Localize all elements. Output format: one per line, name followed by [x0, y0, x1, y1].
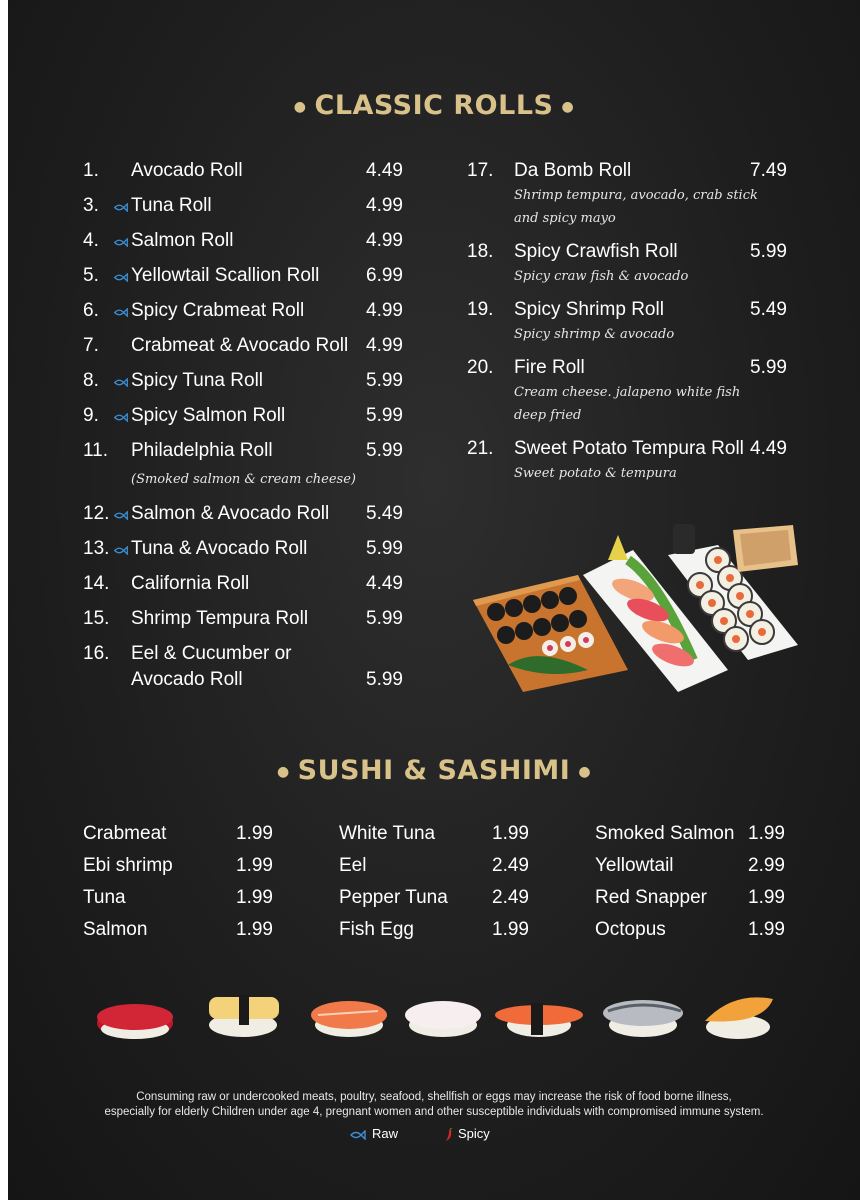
sushi-item: [83, 823, 283, 849]
roll-description: Shrimp tempura, avocado, crab stick: [514, 188, 758, 203]
roll-number: 14.: [83, 573, 110, 594]
sushi-price: 1.99: [492, 919, 529, 940]
sushi-price: 1.99: [748, 887, 785, 908]
roll-number: 19.: [467, 299, 494, 320]
fish-icon: [113, 511, 129, 520]
roll-price: 5.99: [366, 370, 403, 391]
roll-price: 7.49: [750, 160, 787, 181]
roll-name: Crabmeat & Avocado Roll: [131, 335, 349, 356]
roll-item: [83, 370, 413, 400]
sushi-price: 1.99: [748, 823, 785, 844]
nigiri-surf-clam: [705, 997, 773, 1039]
roll-item: [83, 160, 413, 190]
sushi-price: 1.99: [236, 855, 273, 876]
roll-item: [83, 230, 413, 260]
roll-number: 7.: [83, 335, 99, 356]
chili-pepper-icon: [444, 1128, 454, 1142]
legend-raw: [350, 1126, 398, 1141]
roll-price: 4.49: [750, 438, 787, 459]
nigiri-tuna: [97, 1004, 173, 1039]
sushi-price: 1.99: [748, 919, 785, 940]
roll-description-line-2: deep fried: [514, 408, 582, 423]
roll-number: 8.: [83, 370, 99, 391]
sushi-name: Ebi shrimp: [83, 855, 173, 876]
roll-price: 4.99: [366, 195, 403, 216]
roll-number: 16.: [83, 643, 110, 664]
roll-item: [467, 160, 792, 226]
sushi-name: Red Snapper: [595, 887, 707, 908]
fish-icon: [113, 203, 129, 212]
roll-price: 4.99: [366, 300, 403, 321]
sushi-price: 1.99: [236, 887, 273, 908]
roll-number: 12.: [83, 503, 110, 524]
sushi-price: 1.99: [492, 823, 529, 844]
roll-price: 5.49: [366, 503, 403, 524]
sushi-item: [595, 855, 795, 881]
roll-number: 15.: [83, 608, 110, 629]
roll-item: [83, 440, 413, 487]
sushi-name: Eel: [339, 855, 367, 876]
sushi-price: 1.99: [236, 919, 273, 940]
roll-number: 18.: [467, 241, 494, 262]
sushi-name: Yellowtail: [595, 855, 674, 876]
fish-icon: [113, 546, 129, 555]
roll-number: 1.: [83, 160, 99, 181]
roll-item: [83, 265, 413, 295]
sushi-sashimi-title: ● SUSHI & SASHIMI ●: [276, 755, 592, 786]
roll-number: 21.: [467, 438, 494, 459]
health-disclaimer: [8, 1090, 860, 1120]
roll-item: [83, 538, 413, 568]
sushi-name: Octopus: [595, 919, 666, 940]
roll-number: 6.: [83, 300, 99, 321]
sushi-price: 2.99: [748, 855, 785, 876]
sushi-item: [339, 855, 539, 881]
roll-name: Avocado Roll: [131, 160, 243, 181]
disclaimer-line-2: especially for elderly Children under age 4, pregnant women and other susceptible individuals with compromised immune system.: [104, 1106, 764, 1118]
fish-icon: [113, 238, 129, 247]
sushi-platter-photo: [468, 520, 798, 695]
nigiri-salmon-belt: [495, 1003, 583, 1037]
fish-icon: [113, 273, 129, 282]
roll-item: [83, 405, 413, 435]
roll-item: [467, 299, 792, 342]
roll-name: Tuna & Avocado Roll: [131, 538, 308, 559]
roll-name: Fire Roll: [514, 357, 585, 378]
roll-item: [83, 573, 413, 603]
roll-description: Sweet potato & tempura: [514, 466, 677, 481]
sushi-name: Salmon: [83, 919, 148, 940]
roll-price: 5.99: [366, 538, 403, 559]
roll-name: Eel & Cucumber or: [131, 643, 292, 664]
legend-spicy: [444, 1126, 490, 1142]
sushi-name: Crabmeat: [83, 823, 167, 844]
roll-item: [83, 608, 413, 638]
roll-price: 6.99: [366, 265, 403, 286]
fish-icon: [113, 308, 129, 317]
legend-raw-label: Raw: [372, 1126, 399, 1141]
roll-name: Da Bomb Roll: [514, 160, 632, 181]
roll-price: 4.49: [366, 573, 403, 594]
roll-number: 20.: [467, 357, 494, 378]
roll-item: [83, 503, 413, 533]
sushi-name: Pepper Tuna: [339, 887, 448, 908]
roll-price: 4.99: [366, 335, 403, 356]
roll-name: Spicy Crabmeat Roll: [131, 300, 305, 321]
roll-item: [467, 357, 792, 423]
sushi-item: [83, 887, 283, 913]
roll-name: Philadelphia Roll: [131, 440, 273, 461]
sushi-price: 2.49: [492, 855, 529, 876]
sushi-item: [595, 919, 795, 945]
roll-name: Spicy Shrimp Roll: [514, 299, 664, 320]
roll-name: Salmon Roll: [131, 230, 234, 251]
roll-item: [83, 643, 413, 690]
roll-name: Tuna Roll: [131, 195, 212, 216]
sushi-price: 1.99: [236, 823, 273, 844]
roll-price: 5.99: [366, 669, 403, 690]
nigiri-strip-photo: [93, 985, 783, 1055]
roll-name: Shrimp Tempura Roll: [131, 608, 309, 629]
sushi-name: Smoked Salmon: [595, 823, 735, 844]
nigiri-salmon: [311, 1001, 387, 1037]
roll-description: Spicy shrimp & avocado: [514, 327, 675, 342]
fish-icon: [113, 413, 129, 422]
roll-name: California Roll: [131, 573, 250, 594]
roll-number: 5.: [83, 265, 99, 286]
roll-price: 4.49: [366, 160, 403, 181]
roll-item: [83, 300, 413, 330]
roll-description: Cream cheese. jalapeno white fish: [514, 385, 741, 400]
nigiri-white-tuna: [405, 1001, 481, 1037]
fish-icon: [350, 1130, 366, 1140]
roll-item: [467, 241, 792, 284]
roll-price: 5.99: [366, 405, 403, 426]
roll-name: Yellowtail Scallion Roll: [131, 265, 320, 286]
roll-number: 9.: [83, 405, 99, 426]
fish-icon: [113, 378, 129, 387]
roll-description: (Smoked salmon & cream cheese): [131, 472, 356, 487]
roll-name: Spicy Tuna Roll: [131, 370, 264, 391]
roll-name-line-2: Avocado Roll: [131, 669, 243, 690]
nigiri-tamago: [209, 995, 279, 1037]
classic-rolls-title: ● CLASSIC ROLLS ●: [293, 90, 575, 121]
sushi-name: Tuna: [83, 887, 126, 908]
roll-number: 3.: [83, 195, 99, 216]
roll-price: 5.99: [366, 608, 403, 629]
sushi-item: [83, 919, 283, 945]
roll-description-line-2: and spicy mayo: [514, 211, 616, 226]
sushi-price: 2.49: [492, 887, 529, 908]
nigiri-mackerel: [603, 1000, 683, 1037]
roll-price: 5.49: [750, 299, 787, 320]
roll-item: [83, 195, 413, 225]
sushi-item: [339, 823, 539, 849]
legend-spicy-label: Spicy: [458, 1126, 490, 1141]
roll-name: Spicy Salmon Roll: [131, 405, 286, 426]
roll-number: 11.: [83, 440, 109, 461]
sushi-item: [595, 887, 795, 913]
sushi-item: [339, 887, 539, 913]
sushi-item: [339, 919, 539, 945]
roll-number: 13.: [83, 538, 110, 559]
roll-item: [83, 335, 413, 365]
roll-name: Spicy Crawfish Roll: [514, 241, 678, 262]
sushi-item: [595, 823, 795, 849]
sushi-name: White Tuna: [339, 823, 436, 844]
roll-item: [467, 438, 792, 481]
roll-description: Spicy craw fish & avocado: [514, 269, 689, 284]
roll-number: 17.: [467, 160, 494, 181]
roll-price: 5.99: [366, 440, 403, 461]
disclaimer-line-1: Consuming raw or undercooked meats, poultry, seafood, shellfish or eggs may increase the risk of food borne illness,: [136, 1091, 732, 1103]
roll-price: 5.99: [750, 241, 787, 262]
roll-price: 5.99: [750, 357, 787, 378]
menu-page: [8, 0, 860, 1200]
roll-name: Salmon & Avocado Roll: [131, 503, 330, 524]
sushi-item: [83, 855, 283, 881]
sushi-name: Fish Egg: [339, 919, 414, 940]
roll-name: Sweet Potato Tempura Roll: [514, 438, 744, 459]
roll-number: 4.: [83, 230, 99, 251]
roll-price: 4.99: [366, 230, 403, 251]
